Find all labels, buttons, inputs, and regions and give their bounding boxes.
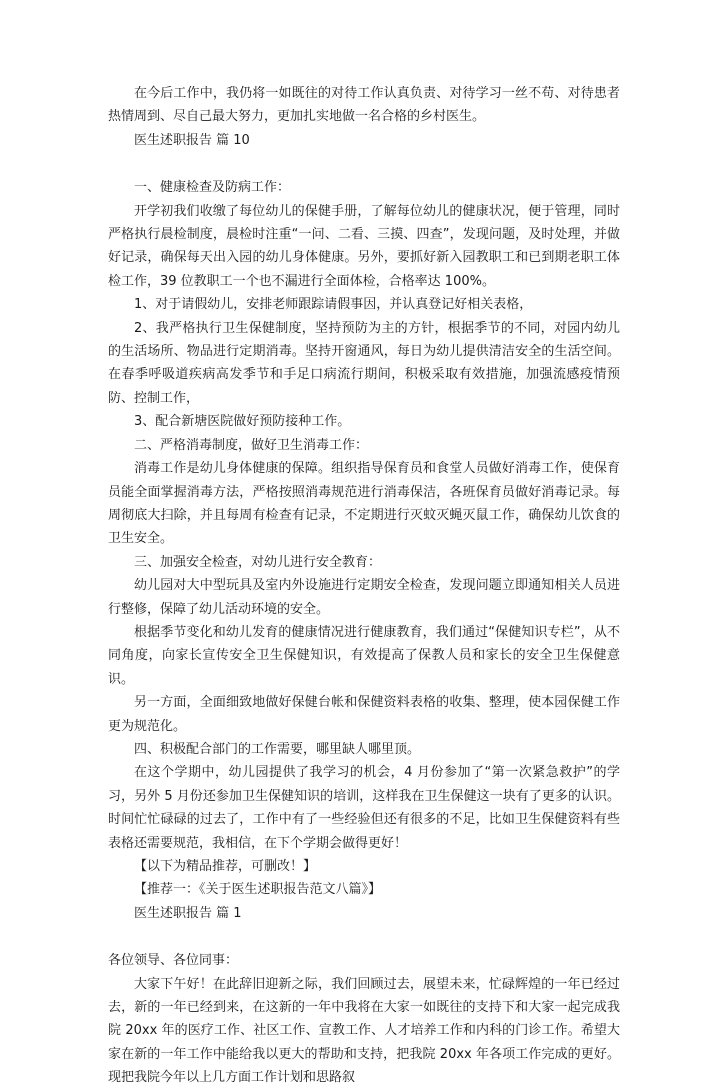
paragraph: 一、健康检查及防病工作： (134, 180, 291, 196)
paragraph: 根据季节变化和幼儿发育的健康情况进行健康教育，我们通过“保健知识专栏”，从不同角度，向家长宣传安全卫生保健知识，有效提高了保教人员和家长的安全卫生保健意识。 (108, 624, 620, 687)
paragraph: 幼儿园对大中型玩具及室内外设施进行定期安全检查，发现问题立即通知相关人员进行整修，保障了幼儿活动环境的安全。 (108, 578, 620, 617)
salutation: 各位领导、各位同事： (108, 953, 239, 969)
paragraph: 四、积极配合部门的工作需要，哪里缺人哪里顶。 (134, 741, 421, 757)
paragraph: 另一方面，全面细致地做好保健台帐和保健资料表格的收集、整理，使本园保健工作更为规范化。 (108, 695, 620, 734)
paragraph: 【以下为精品推荐，可删改！】 (134, 859, 317, 874)
paragraph: 二、严格消毒制度，做好卫生消毒工作： (134, 437, 369, 453)
paragraph: 2、我严格执行卫生保健制度，坚持预防为主的方针，根据季节的不同，对园内幼儿的生活场所、物品进行定期消毒。坚持开窗通风，每日为幼儿提供清洁安全的生活空间。在春季呼吸道疾病高发季节和手足口病流行期间，积极采取有效措施，加强流感疫情预防、控制工作， (108, 320, 620, 406)
paragraph-gap (108, 152, 620, 176)
paragraph: 在这个学期中，幼儿园提供了我学习的机会，4 月份参加了“第一次紧急救护”的学习，另外 5 月份还参加卫生保健知识的培训，这样我在卫生保健这一块有了更多的认识。时间忙忙碌碌的过去了，工作中有了一些经验但还有很多的不足，比如卫生保健资料有些表格还需要规范，我相信，在下个学期会做得更好！ (108, 765, 620, 851)
paragraph: 消毒工作是幼儿身体健康的保障。组织指导保育员和食堂人员做好消毒工作，使保育员能全面掌握消毒方法，严格按照消毒规范进行消毒保洁，各班保育员做好消毒记录。每周彻底大扫除，并且每周有检查有记录，不定期进行灭蚊灭蝇灭鼠工作，确保幼儿饮食的卫生安全。 (108, 461, 620, 547)
paragraph: 大家下午好！在此辞旧迎新之际，我们回顾过去，展望未来，忙碌辉煌的一年已经过去，新的一年已经到来，在这新的一年中我将在大家一如既往的支持下和大家一起完成我院 20xx 年的医疗工作、社区工作、宣教工作、人才培养工作和内科的门诊工作。希望大家在新的一年工作中能给我以更大的帮助和支持，把我院 20xx 年各项工作完成的更好。现把我院今年以上几方面工作计划和思路叙 (108, 976, 620, 1086)
paragraph: 1、对于请假幼儿，安排老师跟踪请假事因，并认真登记好相关表格， (134, 297, 533, 313)
paragraph: 3、配合新塘医院做好预防接种工作。 (134, 414, 351, 430)
section-heading: 医生述职报告 篇 10 (134, 132, 250, 148)
paragraph: 三、加强安全检查，对幼儿进行安全教育： (134, 554, 382, 570)
paragraph: 在今后工作中，我仍将一如既往的对待工作认真负责、对待学习一丝不苟、对待患者热情周到、尽自己最大努力，更加扎实地做一名合格的乡村医生。 (108, 86, 620, 125)
document-page (108, 82, 620, 1090)
section-heading: 医生述职报告 篇 1 (134, 905, 242, 921)
paragraph-gap (108, 925, 620, 949)
paragraph: 开学初我们收缴了每位幼儿的保健手册，了解每位幼儿的健康状况，便于管理，同时严格执行晨检制度，晨检时注重“一问、二看、三摸、四查”，发现问题，及时处理，并做好记录，确保每天出入园的幼儿身体健康。另外，要抓好新入园教职工和已到期老职工体检工作，39 位教职工一个也不漏进行全面体检，合格率达 100%。 (108, 203, 620, 289)
paragraph: 【推荐一：《关于医生述职报告范文八篇》】 (134, 882, 382, 898)
